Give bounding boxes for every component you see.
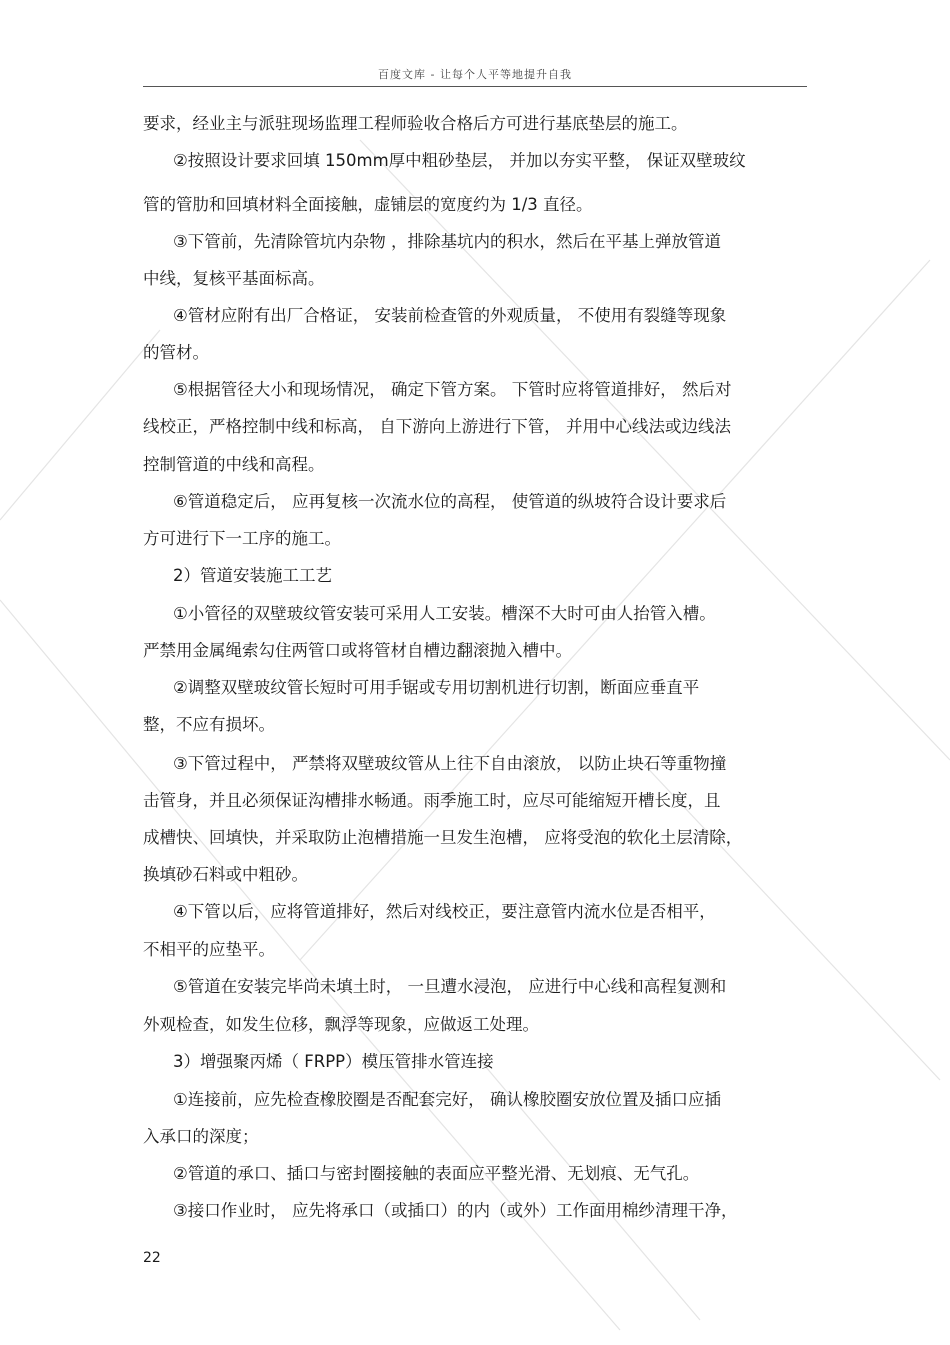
- text-line: ⑤管道在安装完毕尚未填土时， 一旦遭水浸泡， 应进行中心线和高程复测和: [173, 977, 727, 996]
- page-header: 百度文库 - 让每个人平等地提升自我: [143, 66, 807, 87]
- text-line: 管的管肋和回填材料全面接触，虚铺层的宽度约为 1/3 直径。: [143, 195, 593, 214]
- text-line: 入承口的深度；: [143, 1127, 259, 1146]
- text-line: 不相平的应垫平。: [143, 940, 275, 959]
- text-line: 换填砂石料或中粗砂。: [143, 865, 308, 884]
- text-line: 击管身，并且必须保证沟槽排水畅通。雨季施工时，应尽可能缩短开槽长度，且: [143, 791, 721, 810]
- text-line: ④下管以后，应将管道排好，然后对线校正，要注意管内流水位是否相平，: [173, 902, 716, 921]
- text-line: ②管道的承口、插口与密封圈接触的表面应平整光滑、无划痕、无气孔。: [173, 1164, 700, 1183]
- text-line: ④管材应附有出厂合格证， 安装前检查管的外观质量， 不使用有裂缝等现象: [173, 306, 727, 325]
- text-line: 中线，复核平基面标高。: [143, 269, 325, 288]
- text-line: 成槽快、回填快，并采取防止泡槽措施一旦发生泡槽， 应将受泡的软化土层清除，: [143, 828, 743, 847]
- text-line: 控制管道的中线和高程。: [143, 455, 325, 474]
- text-line: ①小管径的双壁玻纹管安装可采用人工安装。槽深不大时可由人抬管入槽。: [173, 604, 716, 623]
- text-line: ③下管前，先清除管坑内杂物 ，排除基坑内的积水，然后在平基上弹放管道: [173, 232, 722, 251]
- text-line: 要求，经业主与派驻现场监理工程师验收合格后方可进行基底垫层的施工。: [143, 114, 688, 133]
- text-line: 整，不应有损坏。: [143, 715, 275, 734]
- text-line: ③下管过程中， 严禁将双壁玻纹管从上往下自由滚放， 以防止块石等重物撞: [173, 754, 727, 773]
- text-line: ②按照设计要求回填 150mm厚中粗砂垫层， 并加以夯实平整， 保证双壁玻纹: [173, 151, 746, 170]
- text-line: ③接口作业时， 应先将承口（或插口）的内（或外）工作面用棉纱清理干净，: [173, 1201, 738, 1220]
- text-line: 外观检查，如发生位移，飘浮等现象，应做返工处理。: [143, 1015, 539, 1034]
- page-number: 22: [143, 1250, 161, 1266]
- text-line: ⑤根据管径大小和现场情况， 确定下管方案。 下管时应将管道排好， 然后对: [173, 380, 732, 399]
- text-line: ⑥管道稳定后， 应再复核一次流水位的高程， 使管道的纵坡符合设计要求后: [173, 492, 727, 511]
- text-line: ②调整双壁玻纹管长短时可用手锯或专用切割机进行切割，断面应垂直平: [173, 678, 700, 697]
- section-heading: 3）增强聚丙烯（ FRPP）模压管排水管连接: [173, 1052, 494, 1071]
- text-line: 的管材。: [143, 343, 209, 362]
- text-line: ①连接前，应先检查橡胶圈是否配套完好， 确认橡胶圈安放位置及插口应插: [173, 1090, 722, 1109]
- text-line: 严禁用金属绳索勾住两管口或将管材自槽边翻滚抛入槽中。: [143, 641, 572, 660]
- section-heading: 2）管道安装施工工艺: [173, 566, 332, 585]
- text-line: 线校正，严格控制中线和标高， 自下游向上游进行下管， 并用中心线法或边线法: [143, 417, 731, 436]
- text-line: 方可进行下一工序的施工。: [143, 529, 341, 548]
